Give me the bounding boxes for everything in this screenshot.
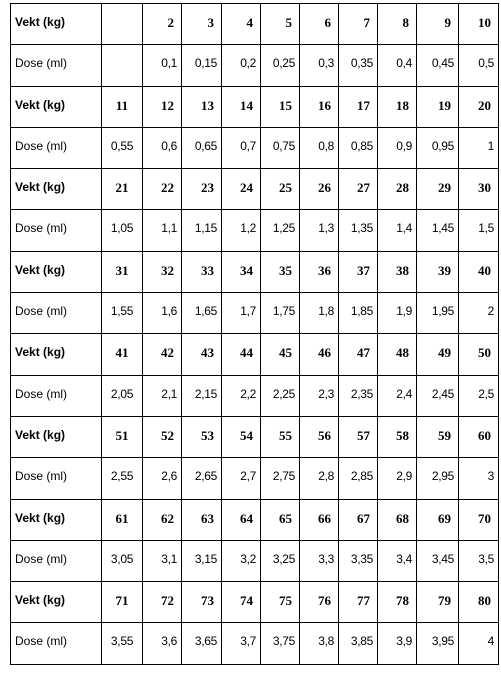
weight-cell: 4 (222, 4, 261, 45)
dose-cell: 3,5 (459, 540, 499, 581)
dose-cell: 1,2 (222, 210, 261, 251)
dose-cell: 3,45 (417, 540, 459, 581)
weight-cell: 60 (459, 416, 499, 457)
weight-cell: 2 (143, 4, 182, 45)
weight-row (11, 4, 499, 45)
weight-cell: 15 (261, 86, 300, 127)
weight-cell: 62 (143, 499, 182, 540)
dose-cell: 1,4 (378, 210, 417, 251)
dose-cell: 2,1 (143, 375, 182, 416)
weight-cell: 73 (182, 582, 222, 623)
dose-cell: 1,65 (182, 293, 222, 334)
dose-cell: 3,65 (182, 623, 222, 664)
weight-cell: 27 (339, 169, 378, 210)
weight-cell: 9 (417, 4, 459, 45)
dose-cell: 0,95 (417, 127, 459, 168)
weight-cell: 63 (182, 499, 222, 540)
weight-cell: 70 (459, 499, 499, 540)
dose-cell: 1,95 (417, 293, 459, 334)
weight-cell: 6 (300, 4, 339, 45)
dose-cell: 3,35 (339, 540, 378, 581)
dose-cell: 1,35 (339, 210, 378, 251)
dose-cell: 3,7 (222, 623, 261, 664)
dose-cell: 2,85 (339, 458, 378, 499)
dose-cell: 0,75 (261, 127, 300, 168)
dose-cell: 2,8 (300, 458, 339, 499)
weight-cell: 69 (417, 499, 459, 540)
dose-row (11, 375, 499, 416)
dose-cell: 3 (459, 458, 499, 499)
dose-cell: 0,3 (300, 45, 339, 86)
dose-row (11, 458, 499, 499)
dose-cell: 2,95 (417, 458, 459, 499)
dose-cell: 0,55 (102, 127, 143, 168)
dose-cell: 0,6 (143, 127, 182, 168)
weight-cell: 7 (339, 4, 378, 45)
dose-cell: 3,4 (378, 540, 417, 581)
dose-cell: 3,05 (102, 540, 143, 581)
weight-cell: 48 (378, 334, 417, 375)
weight-cell: 37 (339, 251, 378, 292)
weight-cell: 3 (182, 4, 222, 45)
dose-row (11, 540, 499, 581)
weight-cell: 75 (261, 582, 300, 623)
weight-cell: 45 (261, 334, 300, 375)
dose-cell: 1 (459, 127, 499, 168)
weight-cell: 39 (417, 251, 459, 292)
weight-row (11, 86, 499, 127)
weight-cell (102, 4, 143, 45)
weight-cell: 76 (300, 582, 339, 623)
dose-cell: 0,2 (222, 45, 261, 86)
weight-row (11, 582, 499, 623)
dose-row-label: Dose (ml) (11, 623, 102, 664)
dose-cell: 2,65 (182, 458, 222, 499)
weight-row-label: Vekt (kg) (11, 4, 102, 45)
weight-cell: 40 (459, 251, 499, 292)
dose-cell: 0,5 (459, 45, 499, 86)
dose-cell: 3,8 (300, 623, 339, 664)
dose-cell: 3,6 (143, 623, 182, 664)
dose-table-body (11, 4, 499, 665)
weight-row-label: Vekt (kg) (11, 251, 102, 292)
dose-row-label: Dose (ml) (11, 45, 102, 86)
dose-cell: 2,5 (459, 375, 499, 416)
dose-cell: 3,25 (261, 540, 300, 581)
dose-cell (102, 45, 143, 86)
dose-cell: 1,9 (378, 293, 417, 334)
weight-cell: 16 (300, 86, 339, 127)
weight-cell: 58 (378, 416, 417, 457)
weight-cell: 19 (417, 86, 459, 127)
weight-cell: 20 (459, 86, 499, 127)
weight-cell: 18 (378, 86, 417, 127)
dose-cell: 1,3 (300, 210, 339, 251)
dose-cell: 4 (459, 623, 499, 664)
weight-cell: 66 (300, 499, 339, 540)
dose-cell: 0,65 (182, 127, 222, 168)
dose-cell: 1,45 (417, 210, 459, 251)
dose-row-label: Dose (ml) (11, 210, 102, 251)
weight-cell: 28 (378, 169, 417, 210)
weight-cell: 49 (417, 334, 459, 375)
dose-cell: 2,3 (300, 375, 339, 416)
dose-cell: 2,55 (102, 458, 143, 499)
weight-cell: 51 (102, 416, 143, 457)
weight-cell: 67 (339, 499, 378, 540)
dose-cell: 1,1 (143, 210, 182, 251)
weight-cell: 68 (378, 499, 417, 540)
dose-cell: 3,95 (417, 623, 459, 664)
weight-cell: 50 (459, 334, 499, 375)
weight-cell: 26 (300, 169, 339, 210)
dose-row-label: Dose (ml) (11, 458, 102, 499)
dose-cell: 1,8 (300, 293, 339, 334)
weight-cell: 38 (378, 251, 417, 292)
weight-cell: 72 (143, 582, 182, 623)
dose-cell: 0,7 (222, 127, 261, 168)
weight-cell: 43 (182, 334, 222, 375)
weight-cell: 42 (143, 334, 182, 375)
dose-cell: 1,15 (182, 210, 222, 251)
dose-cell: 0,8 (300, 127, 339, 168)
dose-cell: 3,3 (300, 540, 339, 581)
dose-cell: 3,75 (261, 623, 300, 664)
weight-row-label: Vekt (kg) (11, 169, 102, 210)
weight-cell: 30 (459, 169, 499, 210)
weight-cell: 53 (182, 416, 222, 457)
weight-cell: 54 (222, 416, 261, 457)
weight-cell: 8 (378, 4, 417, 45)
weight-cell: 22 (143, 169, 182, 210)
dose-row (11, 293, 499, 334)
weight-row (11, 416, 499, 457)
dose-cell: 0,4 (378, 45, 417, 86)
weight-cell: 57 (339, 416, 378, 457)
dose-row-label: Dose (ml) (11, 293, 102, 334)
weight-row (11, 499, 499, 540)
weight-cell: 23 (182, 169, 222, 210)
dose-row (11, 623, 499, 664)
weight-cell: 14 (222, 86, 261, 127)
dose-cell: 2,75 (261, 458, 300, 499)
dose-cell: 3,9 (378, 623, 417, 664)
dose-cell: 1,5 (459, 210, 499, 251)
dose-cell: 2,15 (182, 375, 222, 416)
dose-cell: 3,55 (102, 623, 143, 664)
weight-cell: 47 (339, 334, 378, 375)
weight-cell: 55 (261, 416, 300, 457)
dose-cell: 0,25 (261, 45, 300, 86)
weight-cell: 80 (459, 582, 499, 623)
weight-row-label: Vekt (kg) (11, 499, 102, 540)
weight-cell: 13 (182, 86, 222, 127)
dose-row-label: Dose (ml) (11, 127, 102, 168)
dose-cell: 1,55 (102, 293, 143, 334)
dose-cell: 0,35 (339, 45, 378, 86)
dose-cell: 1,6 (143, 293, 182, 334)
dose-cell: 0,85 (339, 127, 378, 168)
weight-cell: 33 (182, 251, 222, 292)
weight-cell: 59 (417, 416, 459, 457)
dose-cell: 3,1 (143, 540, 182, 581)
dose-cell: 0,15 (182, 45, 222, 86)
weight-cell: 5 (261, 4, 300, 45)
weight-cell: 29 (417, 169, 459, 210)
weight-cell: 44 (222, 334, 261, 375)
weight-cell: 79 (417, 582, 459, 623)
dose-row (11, 210, 499, 251)
dose-cell: 2,25 (261, 375, 300, 416)
weight-cell: 32 (143, 251, 182, 292)
dose-cell: 2,7 (222, 458, 261, 499)
weight-cell: 41 (102, 334, 143, 375)
dose-cell: 0,45 (417, 45, 459, 86)
weight-cell: 61 (102, 499, 143, 540)
dose-cell: 0,9 (378, 127, 417, 168)
dose-table (10, 3, 499, 665)
weight-cell: 12 (143, 86, 182, 127)
weight-cell: 78 (378, 582, 417, 623)
weight-cell: 31 (102, 251, 143, 292)
weight-cell: 35 (261, 251, 300, 292)
dose-row-label: Dose (ml) (11, 375, 102, 416)
dose-cell: 2,45 (417, 375, 459, 416)
dose-cell: 3,85 (339, 623, 378, 664)
weight-cell: 65 (261, 499, 300, 540)
weight-cell: 64 (222, 499, 261, 540)
dose-cell: 1,85 (339, 293, 378, 334)
weight-cell: 34 (222, 251, 261, 292)
weight-cell: 17 (339, 86, 378, 127)
dose-cell: 2,9 (378, 458, 417, 499)
weight-cell: 46 (300, 334, 339, 375)
dose-cell: 1,7 (222, 293, 261, 334)
weight-cell: 11 (102, 86, 143, 127)
weight-cell: 36 (300, 251, 339, 292)
dose-cell: 2,4 (378, 375, 417, 416)
weight-cell: 56 (300, 416, 339, 457)
weight-cell: 24 (222, 169, 261, 210)
weight-cell: 21 (102, 169, 143, 210)
dose-cell: 2,35 (339, 375, 378, 416)
dose-cell: 3,2 (222, 540, 261, 581)
dose-cell: 2 (459, 293, 499, 334)
weight-row (11, 169, 499, 210)
dose-cell: 2,05 (102, 375, 143, 416)
weight-row-label: Vekt (kg) (11, 86, 102, 127)
weight-cell: 71 (102, 582, 143, 623)
dose-row (11, 45, 499, 86)
dose-cell: 2,2 (222, 375, 261, 416)
weight-cell: 74 (222, 582, 261, 623)
weight-row (11, 334, 499, 375)
dose-row (11, 127, 499, 168)
weight-row-label: Vekt (kg) (11, 416, 102, 457)
dose-cell: 1,25 (261, 210, 300, 251)
dose-cell: 1,75 (261, 293, 300, 334)
weight-row (11, 251, 499, 292)
weight-row-label: Vekt (kg) (11, 334, 102, 375)
weight-cell: 52 (143, 416, 182, 457)
dose-row-label: Dose (ml) (11, 540, 102, 581)
weight-cell: 10 (459, 4, 499, 45)
dose-cell: 1,05 (102, 210, 143, 251)
weight-row-label: Vekt (kg) (11, 582, 102, 623)
weight-cell: 25 (261, 169, 300, 210)
dose-cell: 3,15 (182, 540, 222, 581)
weight-cell: 77 (339, 582, 378, 623)
dose-cell: 0,1 (143, 45, 182, 86)
dose-cell: 2,6 (143, 458, 182, 499)
